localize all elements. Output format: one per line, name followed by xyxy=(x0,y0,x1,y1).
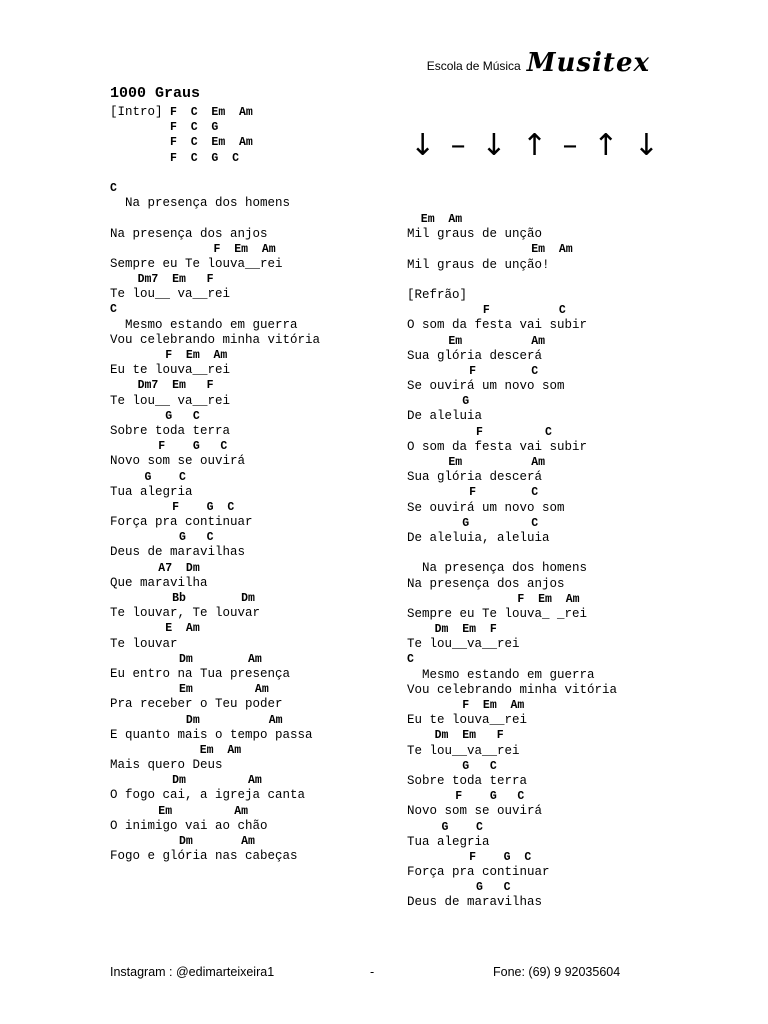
chord-line xyxy=(407,242,617,257)
chords: C xyxy=(407,653,414,667)
chord-line xyxy=(407,485,617,500)
lyric-line: O som da festa vai subir xyxy=(407,318,588,333)
chord-line xyxy=(110,348,320,363)
lyric-line: Mesmo estando em guerra xyxy=(110,317,298,332)
lyric-line: Sua glória descerá xyxy=(407,348,543,363)
chord-line xyxy=(110,500,320,515)
lyric-line: E quanto mais o tempo passa xyxy=(110,727,313,742)
lyric-line: [Refrão] xyxy=(407,287,468,302)
blank-line xyxy=(110,211,320,226)
lyric-line: Te louvar xyxy=(110,636,178,651)
chords: Dm7 Em F xyxy=(110,273,214,287)
lyric-line: Deus de maravilhas xyxy=(110,545,246,560)
chords: Em Am xyxy=(110,804,249,818)
phone-number: Fone: (69) 9 92035604 xyxy=(493,965,621,979)
chords: E Am xyxy=(110,622,200,636)
lyric-line: Te lou__va__rei xyxy=(407,637,520,652)
lyric-line: Novo som se ouvirá xyxy=(407,804,543,819)
chord-line xyxy=(110,834,320,849)
blank-line xyxy=(110,166,320,181)
chord-line xyxy=(407,455,617,470)
lyric-line: Deus de maravilhas xyxy=(407,895,543,910)
lyric-line: De aleluia, aleluia xyxy=(407,530,550,545)
chord-line xyxy=(110,530,320,545)
lyric-line: Te lou__ va__rei xyxy=(110,287,231,302)
lyric-line: Sobre toda terra xyxy=(407,773,528,788)
chord-line xyxy=(110,181,320,196)
lyric-line: O fogo cai, a igreja canta xyxy=(110,788,306,803)
header xyxy=(426,48,650,78)
chords: F C G xyxy=(170,121,219,135)
chord-line xyxy=(407,850,617,865)
chord-line xyxy=(407,880,617,895)
lyric-line: Vou celebrando minha vitória xyxy=(407,682,618,697)
lyric-line: Eu te louva__rei xyxy=(407,713,528,728)
chords: Dm Am xyxy=(110,835,255,848)
chord-line xyxy=(110,151,320,166)
chords: C xyxy=(110,303,117,317)
chord-line xyxy=(407,394,617,409)
chords: F C xyxy=(407,486,539,500)
lyric-line: Sobre toda terra xyxy=(110,423,231,438)
chord-line xyxy=(407,728,617,743)
chords: F Em Am xyxy=(110,242,276,256)
footer xyxy=(110,965,640,983)
chords: F Em Am xyxy=(407,592,580,606)
chord-line xyxy=(407,364,617,379)
chord-line xyxy=(407,516,617,531)
strumming-pattern: ↓ – ↓ ↑ – ↑ ↓ xyxy=(410,128,662,163)
section-label xyxy=(110,151,170,165)
left-column-lyrics xyxy=(110,105,320,864)
chords: G C xyxy=(407,881,511,895)
chords: A7 Dm xyxy=(110,561,200,575)
lyric-line: Força pra continuar xyxy=(110,515,253,530)
section-label: [Intro] xyxy=(110,105,171,119)
chord-line xyxy=(407,759,617,774)
chord-line xyxy=(110,378,320,393)
lyric-line: Que maravilha xyxy=(110,575,208,590)
chords: F G C xyxy=(407,790,525,804)
chords: G C xyxy=(407,820,483,834)
chord-line xyxy=(407,622,617,637)
blank-line xyxy=(407,273,617,288)
chords: Em Am xyxy=(407,243,573,257)
chords: Dm7 Em F xyxy=(110,379,214,393)
chords: F G C xyxy=(407,850,532,864)
chord-line xyxy=(110,105,320,120)
chord-line xyxy=(110,439,320,454)
instagram-handle: Instagram : @edimarteixeira1 xyxy=(110,965,275,979)
chords: F G C xyxy=(110,440,228,454)
chord-line xyxy=(407,698,617,713)
chord-line xyxy=(407,592,617,607)
chords: Dm Am xyxy=(110,652,262,666)
chord-line xyxy=(407,425,617,440)
chords: F C Em Am xyxy=(170,136,253,150)
brand-logo: Musitex xyxy=(526,48,650,78)
chord-line xyxy=(110,135,320,150)
chord-line xyxy=(407,820,617,835)
chords: F G C xyxy=(110,500,235,514)
song-title: 1000 Graus xyxy=(110,85,201,102)
chords: G xyxy=(407,395,470,409)
chord-line xyxy=(407,303,617,318)
chord-line xyxy=(407,789,617,804)
chords: Em Am xyxy=(407,456,546,469)
chords: Bb Dm xyxy=(110,592,255,605)
lyric-line: O inimigo vai ao chão xyxy=(110,818,268,833)
section-label xyxy=(110,120,170,134)
chords: Dm Am xyxy=(110,713,283,727)
chords: G C xyxy=(110,409,200,423)
chords: Em Am xyxy=(407,213,463,226)
chords: Dm Am xyxy=(110,774,262,788)
chords: F Em Am xyxy=(407,699,525,712)
chords: F C xyxy=(407,304,566,318)
lyric-line: Tua alegria xyxy=(110,484,193,499)
chord-line xyxy=(110,561,320,576)
lyric-line: Sempre eu Te louva__rei xyxy=(110,256,283,271)
lyric-line: Na presença dos homens xyxy=(407,561,588,576)
chords: F C xyxy=(407,364,539,378)
lyric-line: Pra receber o Teu poder xyxy=(110,697,283,712)
chord-line xyxy=(110,804,320,819)
lyric-line: Eu te louva__rei xyxy=(110,363,231,378)
lyric-line: Te louvar, Te louvar xyxy=(110,606,261,621)
lyric-line: Te lou__ va__rei xyxy=(110,393,231,408)
chord-line xyxy=(110,652,320,667)
chord-line xyxy=(110,682,320,697)
right-column-lyrics xyxy=(407,212,617,911)
chords: F C Em Am xyxy=(170,106,253,119)
lyric-line: Eu entro na Tua presença xyxy=(110,666,291,681)
chord-line xyxy=(110,242,320,257)
chord-line xyxy=(110,470,320,485)
chords: Em Am xyxy=(407,334,546,348)
lyric-line: De aleluia xyxy=(407,409,483,424)
chord-line xyxy=(407,652,617,667)
chord-line xyxy=(407,212,617,227)
chord-line xyxy=(110,621,320,636)
chord-line xyxy=(110,713,320,728)
lyric-line: Vou celebrando minha vitória xyxy=(110,332,321,347)
chord-line xyxy=(110,272,320,287)
chord-line xyxy=(110,302,320,317)
chords: Em Am xyxy=(110,743,242,757)
lyric-line: Na presença dos anjos xyxy=(110,226,268,241)
chords: G C xyxy=(407,516,539,530)
chord-line xyxy=(110,743,320,758)
chords: C xyxy=(110,181,117,195)
lyric-line: Mil graus de unção! xyxy=(407,257,550,272)
lyric-line: Na presença dos anjos xyxy=(407,576,565,591)
chord-line xyxy=(407,334,617,349)
lyric-line: Mais quero Deus xyxy=(110,758,223,773)
chord-line xyxy=(110,409,320,424)
lyric-line: Mesmo estando em guerra xyxy=(407,667,595,682)
chords: F C G C xyxy=(170,151,240,165)
lyric-line: Na presença dos homens xyxy=(110,196,291,211)
lyric-line: Mil graus de unção xyxy=(407,227,543,242)
chords: Dm Em F xyxy=(407,729,504,743)
lyric-line: Fogo e glória nas cabeças xyxy=(110,849,298,864)
lyric-line: Sua glória descerá xyxy=(407,470,543,485)
lyric-line: Se ouvirá um novo som xyxy=(407,379,565,394)
lyric-line: O som da festa vai subir xyxy=(407,439,588,454)
chords: G C xyxy=(110,470,186,484)
chords: Dm Em F xyxy=(407,623,497,637)
chords: G C xyxy=(407,759,497,773)
chords: F Em Am xyxy=(110,349,228,362)
section-label xyxy=(110,135,170,149)
lyric-line: Te lou__va__rei xyxy=(407,743,520,758)
chords: Em Am xyxy=(110,683,269,697)
lyric-line: Novo som se ouvirá xyxy=(110,454,246,469)
lyric-line: Sempre eu Te louva_ _rei xyxy=(407,606,588,621)
lyric-line: Se ouvirá um novo som xyxy=(407,500,565,515)
school-label: Escola de Música xyxy=(426,59,521,73)
footer-separator: - xyxy=(370,965,375,979)
chord-line xyxy=(110,591,320,606)
chord-line xyxy=(110,120,320,135)
lyric-line: Força pra continuar xyxy=(407,865,550,880)
chords: G C xyxy=(110,531,214,545)
chords: F C xyxy=(407,425,552,439)
blank-line xyxy=(407,546,617,561)
chord-line xyxy=(110,773,320,788)
lyric-line: Tua alegria xyxy=(407,834,490,849)
